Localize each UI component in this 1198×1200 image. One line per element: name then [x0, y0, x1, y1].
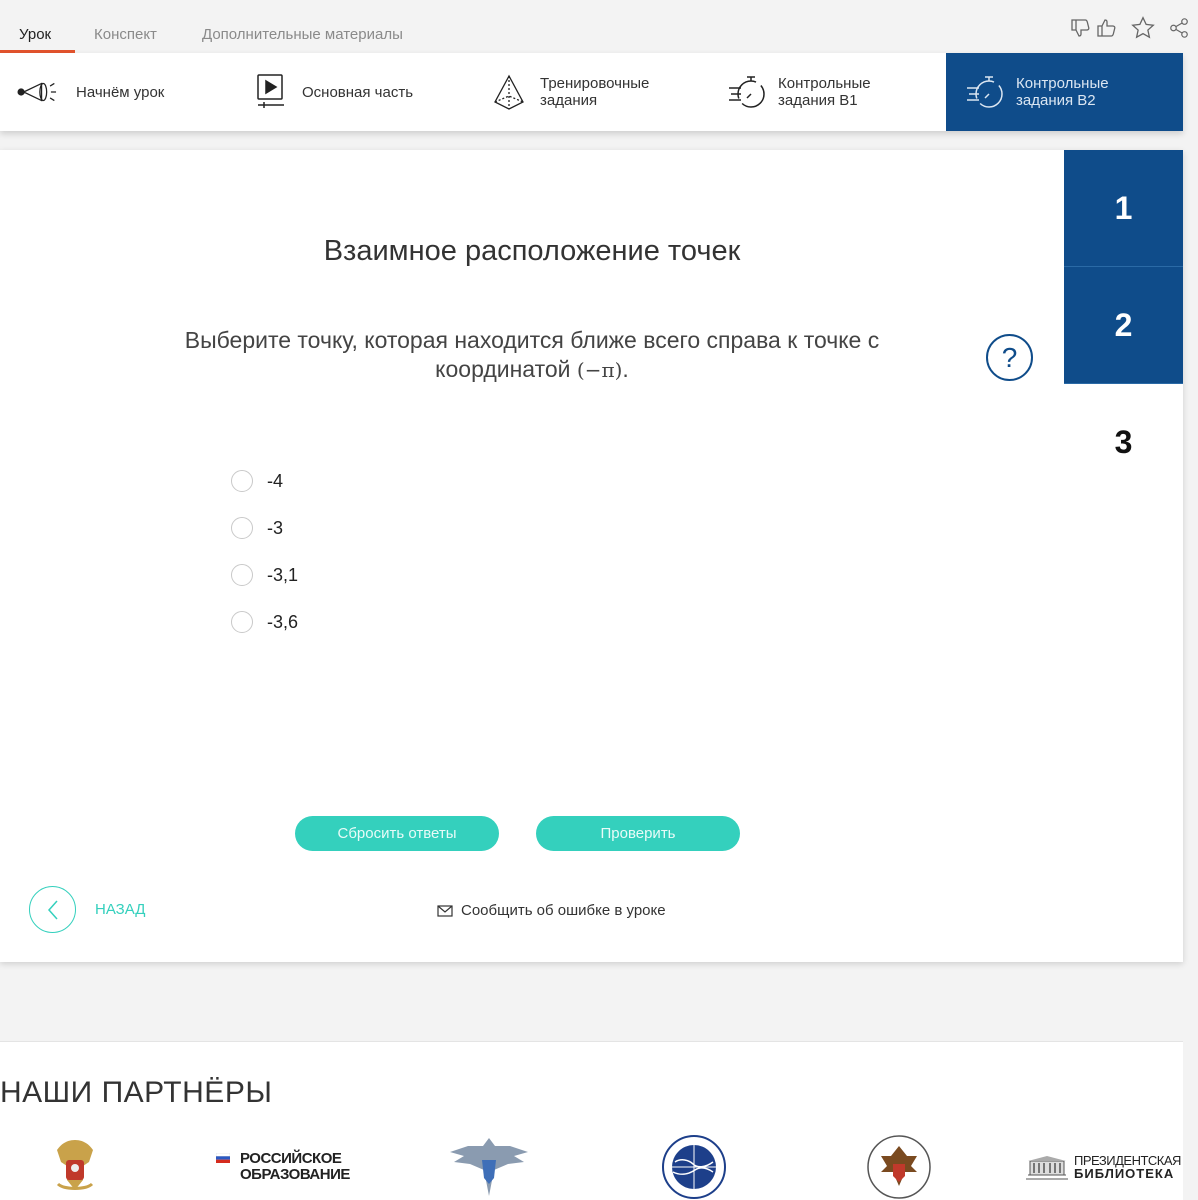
- option-label: -4: [267, 470, 284, 491]
- question-body: Выберите точку, которая находится ближе всего справа к точке с координатой: [184, 327, 880, 382]
- help-label: ?: [1001, 341, 1018, 373]
- step-control-b2[interactable]: [946, 53, 1183, 131]
- step-label: Контрольные задания В2: [1016, 75, 1109, 109]
- tab-additional-materials[interactable]: Дополнительные материалы: [202, 26, 403, 43]
- help-button[interactable]: [986, 334, 1033, 381]
- report-label: Сообщить об ошибке в уроке: [461, 902, 666, 919]
- question-number-2[interactable]: 2: [1064, 267, 1183, 384]
- logo-text-line: БИБЛИОТЕКА: [1074, 1166, 1175, 1181]
- library-building-icon: [1024, 1153, 1070, 1181]
- pyramid-icon: [486, 69, 532, 115]
- partners-section: [0, 1041, 1183, 1200]
- step-main-part[interactable]: [248, 53, 413, 131]
- question-end: .: [622, 356, 629, 382]
- share-icon[interactable]: [1166, 14, 1192, 42]
- check-button[interactable]: Проверить: [536, 816, 740, 851]
- radio-button[interactable]: [231, 517, 253, 539]
- answer-options: [231, 446, 298, 657]
- logo-text-line: ПРЕЗИДЕНТСКАЯ: [1074, 1153, 1181, 1168]
- megaphone-icon: [16, 69, 62, 115]
- tab-lesson[interactable]: Урок: [19, 26, 52, 43]
- top-actions: [1068, 14, 1192, 42]
- partner-logos: [0, 1134, 1183, 1200]
- lesson-steps-nav: [0, 53, 1183, 131]
- partners-title: НАШИ ПАРТНЁРЫ: [0, 1076, 273, 1109]
- question-math: (−π): [576, 358, 623, 382]
- step-label: Контрольные задания В1: [778, 75, 871, 109]
- stopwatch-icon: [962, 69, 1008, 115]
- radio-button[interactable]: [231, 564, 253, 586]
- star-icon[interactable]: [1130, 14, 1156, 42]
- envelope-icon: [437, 905, 453, 917]
- step-label: Основная часть: [302, 83, 414, 101]
- step-label: Тренировочные задания: [540, 75, 650, 109]
- reset-answers-button[interactable]: Сбросить ответы: [295, 816, 499, 851]
- step-training-tasks[interactable]: [486, 53, 675, 131]
- task-title: Взаимное расположение точек: [323, 235, 741, 267]
- back-button[interactable]: [29, 886, 145, 933]
- question-number-3[interactable]: 3: [1064, 384, 1183, 501]
- step-label: Начнём урок: [76, 83, 165, 101]
- task-card: [0, 150, 1183, 962]
- radio-button[interactable]: [231, 611, 253, 633]
- question-text: [130, 326, 934, 385]
- back-label: НАЗАД: [95, 901, 146, 918]
- logo-text-line: ОБРАЗОВАНИЕ: [240, 1166, 350, 1183]
- question-number-1[interactable]: 1: [1064, 150, 1183, 267]
- step-control-b1[interactable]: [724, 53, 898, 131]
- answer-option[interactable]: [231, 587, 298, 657]
- question-number-panel: [1064, 150, 1183, 501]
- step-start-lesson[interactable]: [16, 53, 164, 131]
- coat-of-arms-logo[interactable]: [46, 1134, 104, 1200]
- chevron-left-icon: [29, 886, 76, 933]
- radio-button[interactable]: [231, 470, 253, 492]
- russian-education-logo[interactable]: [216, 1134, 350, 1200]
- tab-summary[interactable]: Конспект: [94, 26, 157, 43]
- stopwatch-icon: [724, 69, 770, 115]
- report-error-link[interactable]: [437, 902, 666, 919]
- option-label: -3,6: [267, 611, 299, 632]
- thumbs-up-icon[interactable]: [1094, 14, 1120, 42]
- logo-text-line: РОССИЙСКОЕ: [240, 1150, 342, 1167]
- flag-icon: [216, 1153, 230, 1163]
- thumbs-down-icon[interactable]: [1068, 14, 1094, 42]
- top-tabs-bar: [0, 0, 1198, 53]
- eagle-emblem-logo[interactable]: [446, 1134, 532, 1200]
- option-label: -3,1: [267, 564, 299, 585]
- play-icon: [248, 69, 294, 115]
- military-history-logo[interactable]: [862, 1134, 936, 1200]
- geographic-society-logo[interactable]: [655, 1134, 733, 1200]
- presidential-library-logo[interactable]: [1024, 1134, 1181, 1200]
- option-label: -3: [267, 517, 284, 538]
